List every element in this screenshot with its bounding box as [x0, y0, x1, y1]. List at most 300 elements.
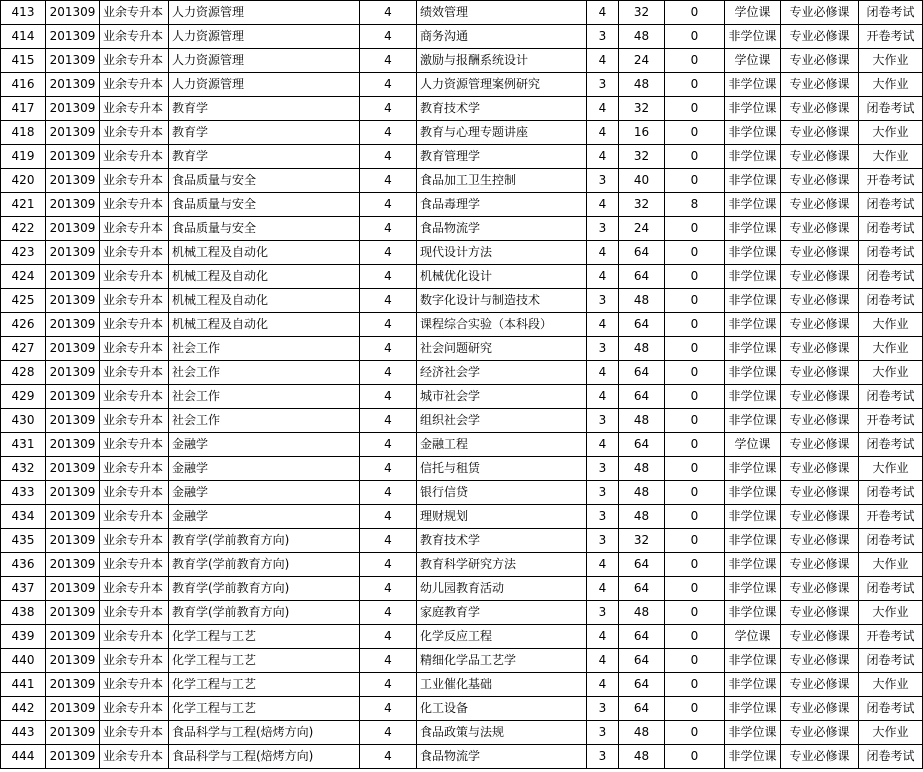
cell-term: 201309	[46, 97, 100, 121]
cell-duration: 4	[360, 217, 417, 241]
cell-term: 201309	[46, 433, 100, 457]
cell-row-number: 415	[1, 49, 46, 73]
cell-course-category: 专业必修课	[781, 505, 859, 529]
cell-course-category: 专业必修课	[781, 121, 859, 145]
cell-lab-hours: 0	[665, 241, 725, 265]
cell-term: 201309	[46, 25, 100, 49]
cell-degree-type: 非学位课	[725, 337, 781, 361]
cell-major: 人力资源管理	[169, 1, 360, 25]
table-row	[1, 1, 923, 25]
table-row	[1, 745, 923, 769]
cell-credit: 3	[587, 25, 619, 49]
cell-study-level: 业余专升本	[100, 721, 169, 745]
cell-credit: 3	[587, 289, 619, 313]
cell-study-level: 业余专升本	[100, 241, 169, 265]
cell-term: 201309	[46, 649, 100, 673]
cell-exam-type: 大作业	[859, 553, 923, 577]
cell-study-level: 业余专升本	[100, 433, 169, 457]
cell-hours: 48	[619, 73, 665, 97]
cell-course-category: 专业必修课	[781, 241, 859, 265]
cell-major: 教育学(学前教育方向)	[169, 529, 360, 553]
cell-degree-type: 非学位课	[725, 481, 781, 505]
table-row	[1, 481, 923, 505]
cell-row-number: 419	[1, 145, 46, 169]
cell-course-category: 专业必修课	[781, 49, 859, 73]
table-row	[1, 169, 923, 193]
cell-exam-type: 闭卷考试	[859, 529, 923, 553]
cell-study-level: 业余专升本	[100, 97, 169, 121]
cell-credit: 4	[587, 625, 619, 649]
cell-row-number: 413	[1, 1, 46, 25]
cell-course-name: 食品加工卫生控制	[417, 169, 587, 193]
cell-term: 201309	[46, 457, 100, 481]
cell-lab-hours: 0	[665, 337, 725, 361]
cell-duration: 4	[360, 337, 417, 361]
cell-major: 社会工作	[169, 337, 360, 361]
cell-lab-hours: 0	[665, 433, 725, 457]
cell-course-name: 化工设备	[417, 697, 587, 721]
cell-credit: 3	[587, 169, 619, 193]
cell-course-name: 经济社会学	[417, 361, 587, 385]
cell-term: 201309	[46, 601, 100, 625]
cell-study-level: 业余专升本	[100, 25, 169, 49]
cell-term: 201309	[46, 625, 100, 649]
cell-exam-type: 大作业	[859, 145, 923, 169]
cell-degree-type: 非学位课	[725, 697, 781, 721]
cell-exam-type: 开卷考试	[859, 505, 923, 529]
cell-hours: 48	[619, 745, 665, 769]
cell-credit: 4	[587, 241, 619, 265]
cell-hours: 48	[619, 25, 665, 49]
cell-exam-type: 大作业	[859, 361, 923, 385]
cell-hours: 64	[619, 241, 665, 265]
cell-credit: 4	[587, 121, 619, 145]
cell-study-level: 业余专升本	[100, 193, 169, 217]
cell-credit: 3	[587, 481, 619, 505]
cell-degree-type: 非学位课	[725, 169, 781, 193]
table-row	[1, 25, 923, 49]
cell-course-category: 专业必修课	[781, 217, 859, 241]
cell-study-level: 业余专升本	[100, 49, 169, 73]
cell-major: 机械工程及自动化	[169, 241, 360, 265]
cell-hours: 64	[619, 577, 665, 601]
cell-exam-type: 大作业	[859, 49, 923, 73]
cell-course-name: 社会问题研究	[417, 337, 587, 361]
cell-study-level: 业余专升本	[100, 337, 169, 361]
cell-exam-type: 闭卷考试	[859, 745, 923, 769]
cell-degree-type: 非学位课	[725, 97, 781, 121]
cell-exam-type: 闭卷考试	[859, 1, 923, 25]
cell-exam-type: 闭卷考试	[859, 433, 923, 457]
cell-study-level: 业余专升本	[100, 409, 169, 433]
cell-credit: 4	[587, 577, 619, 601]
cell-credit: 4	[587, 265, 619, 289]
cell-duration: 4	[360, 145, 417, 169]
cell-course-name: 组织社会学	[417, 409, 587, 433]
cell-term: 201309	[46, 217, 100, 241]
cell-degree-type: 非学位课	[725, 601, 781, 625]
cell-credit: 4	[587, 553, 619, 577]
cell-exam-type: 大作业	[859, 121, 923, 145]
cell-duration: 4	[360, 241, 417, 265]
cell-row-number: 438	[1, 601, 46, 625]
cell-major: 机械工程及自动化	[169, 289, 360, 313]
cell-credit: 3	[587, 697, 619, 721]
cell-row-number: 437	[1, 577, 46, 601]
cell-course-category: 专业必修课	[781, 553, 859, 577]
cell-major: 社会工作	[169, 385, 360, 409]
cell-hours: 64	[619, 673, 665, 697]
cell-hours: 64	[619, 625, 665, 649]
cell-course-category: 专业必修课	[781, 169, 859, 193]
cell-row-number: 417	[1, 97, 46, 121]
table-row	[1, 97, 923, 121]
cell-course-name: 家庭教育学	[417, 601, 587, 625]
cell-lab-hours: 0	[665, 649, 725, 673]
cell-course-category: 专业必修课	[781, 697, 859, 721]
cell-lab-hours: 0	[665, 721, 725, 745]
cell-credit: 4	[587, 385, 619, 409]
table-row	[1, 673, 923, 697]
cell-exam-type: 大作业	[859, 313, 923, 337]
cell-course-name: 教育管理学	[417, 145, 587, 169]
cell-row-number: 424	[1, 265, 46, 289]
cell-credit: 3	[587, 505, 619, 529]
cell-credit: 3	[587, 721, 619, 745]
cell-study-level: 业余专升本	[100, 73, 169, 97]
cell-lab-hours: 0	[665, 601, 725, 625]
table-row	[1, 697, 923, 721]
cell-duration: 4	[360, 697, 417, 721]
cell-major: 人力资源管理	[169, 25, 360, 49]
table-row	[1, 649, 923, 673]
cell-lab-hours: 0	[665, 121, 725, 145]
cell-duration: 4	[360, 385, 417, 409]
cell-row-number: 436	[1, 553, 46, 577]
cell-major: 人力资源管理	[169, 49, 360, 73]
cell-duration: 4	[360, 409, 417, 433]
cell-degree-type: 非学位课	[725, 577, 781, 601]
cell-exam-type: 大作业	[859, 721, 923, 745]
cell-course-category: 专业必修课	[781, 673, 859, 697]
cell-hours: 48	[619, 337, 665, 361]
cell-study-level: 业余专升本	[100, 505, 169, 529]
cell-hours: 16	[619, 121, 665, 145]
cell-exam-type: 闭卷考试	[859, 577, 923, 601]
cell-row-number: 429	[1, 385, 46, 409]
cell-exam-type: 大作业	[859, 673, 923, 697]
cell-exam-type: 大作业	[859, 73, 923, 97]
cell-course-name: 工业催化基础	[417, 673, 587, 697]
cell-hours: 64	[619, 697, 665, 721]
table-row	[1, 289, 923, 313]
cell-degree-type: 非学位课	[725, 385, 781, 409]
cell-course-category: 专业必修课	[781, 289, 859, 313]
cell-study-level: 业余专升本	[100, 649, 169, 673]
cell-lab-hours: 0	[665, 313, 725, 337]
cell-row-number: 435	[1, 529, 46, 553]
cell-degree-type: 非学位课	[725, 673, 781, 697]
cell-duration: 4	[360, 1, 417, 25]
cell-major: 教育学(学前教育方向)	[169, 601, 360, 625]
cell-duration: 4	[360, 49, 417, 73]
cell-course-name: 人力资源管理案例研究	[417, 73, 587, 97]
cell-course-name: 课程综合实验（本科段）	[417, 313, 587, 337]
cell-degree-type: 非学位课	[725, 73, 781, 97]
cell-course-category: 专业必修课	[781, 481, 859, 505]
cell-credit: 4	[587, 193, 619, 217]
cell-credit: 3	[587, 337, 619, 361]
cell-lab-hours: 0	[665, 217, 725, 241]
cell-hours: 40	[619, 169, 665, 193]
cell-term: 201309	[46, 289, 100, 313]
cell-duration: 4	[360, 625, 417, 649]
cell-degree-type: 非学位课	[725, 217, 781, 241]
table-row	[1, 73, 923, 97]
table-row	[1, 385, 923, 409]
cell-duration: 4	[360, 553, 417, 577]
cell-lab-hours: 0	[665, 1, 725, 25]
cell-hours: 48	[619, 505, 665, 529]
cell-credit: 3	[587, 745, 619, 769]
cell-lab-hours: 0	[665, 265, 725, 289]
cell-lab-hours: 0	[665, 697, 725, 721]
cell-duration: 4	[360, 649, 417, 673]
cell-lab-hours: 0	[665, 169, 725, 193]
cell-exam-type: 闭卷考试	[859, 649, 923, 673]
cell-lab-hours: 0	[665, 505, 725, 529]
cell-lab-hours: 0	[665, 529, 725, 553]
cell-course-name: 精细化学品工艺学	[417, 649, 587, 673]
cell-hours: 64	[619, 385, 665, 409]
cell-term: 201309	[46, 337, 100, 361]
cell-term: 201309	[46, 121, 100, 145]
table-row	[1, 625, 923, 649]
cell-credit: 4	[587, 97, 619, 121]
cell-study-level: 业余专升本	[100, 121, 169, 145]
cell-study-level: 业余专升本	[100, 361, 169, 385]
cell-duration: 4	[360, 673, 417, 697]
cell-row-number: 444	[1, 745, 46, 769]
cell-lab-hours: 0	[665, 409, 725, 433]
cell-course-name: 商务沟通	[417, 25, 587, 49]
cell-study-level: 业余专升本	[100, 313, 169, 337]
cell-credit: 4	[587, 649, 619, 673]
cell-exam-type: 闭卷考试	[859, 193, 923, 217]
table-row	[1, 409, 923, 433]
cell-lab-hours: 0	[665, 673, 725, 697]
cell-lab-hours: 8	[665, 193, 725, 217]
cell-major: 金融学	[169, 505, 360, 529]
cell-term: 201309	[46, 145, 100, 169]
cell-major: 机械工程及自动化	[169, 265, 360, 289]
cell-duration: 4	[360, 121, 417, 145]
cell-course-category: 专业必修课	[781, 193, 859, 217]
cell-degree-type: 非学位课	[725, 409, 781, 433]
cell-degree-type: 非学位课	[725, 721, 781, 745]
cell-exam-type: 大作业	[859, 457, 923, 481]
cell-degree-type: 非学位课	[725, 313, 781, 337]
cell-exam-type: 开卷考试	[859, 25, 923, 49]
cell-major: 金融学	[169, 433, 360, 457]
cell-lab-hours: 0	[665, 577, 725, 601]
cell-course-name: 化学反应工程	[417, 625, 587, 649]
cell-study-level: 业余专升本	[100, 289, 169, 313]
cell-term: 201309	[46, 49, 100, 73]
cell-duration: 4	[360, 457, 417, 481]
cell-term: 201309	[46, 313, 100, 337]
cell-lab-hours: 0	[665, 481, 725, 505]
cell-hours: 48	[619, 721, 665, 745]
cell-duration: 4	[360, 577, 417, 601]
table-row	[1, 193, 923, 217]
cell-study-level: 业余专升本	[100, 529, 169, 553]
cell-degree-type: 非学位课	[725, 457, 781, 481]
cell-course-category: 专业必修课	[781, 385, 859, 409]
cell-course-name: 金融工程	[417, 433, 587, 457]
table-row	[1, 145, 923, 169]
cell-major: 食品质量与安全	[169, 217, 360, 241]
cell-course-category: 专业必修课	[781, 1, 859, 25]
cell-duration: 4	[360, 313, 417, 337]
cell-course-name: 数字化设计与制造技术	[417, 289, 587, 313]
cell-hours: 48	[619, 289, 665, 313]
cell-lab-hours: 0	[665, 361, 725, 385]
cell-degree-type: 非学位课	[725, 289, 781, 313]
table-row	[1, 361, 923, 385]
cell-study-level: 业余专升本	[100, 577, 169, 601]
cell-study-level: 业余专升本	[100, 1, 169, 25]
cell-course-name: 教育与心理专题讲座	[417, 121, 587, 145]
cell-term: 201309	[46, 1, 100, 25]
cell-course-name: 食品物流学	[417, 745, 587, 769]
cell-row-number: 431	[1, 433, 46, 457]
cell-credit: 4	[587, 145, 619, 169]
cell-degree-type: 非学位课	[725, 145, 781, 169]
cell-study-level: 业余专升本	[100, 385, 169, 409]
cell-lab-hours: 0	[665, 73, 725, 97]
cell-major: 食品科学与工程(焙烤方向)	[169, 721, 360, 745]
cell-term: 201309	[46, 505, 100, 529]
cell-term: 201309	[46, 385, 100, 409]
cell-hours: 24	[619, 217, 665, 241]
cell-course-category: 专业必修课	[781, 457, 859, 481]
cell-credit: 4	[587, 361, 619, 385]
cell-major: 社会工作	[169, 409, 360, 433]
table-row	[1, 217, 923, 241]
cell-course-category: 专业必修课	[781, 721, 859, 745]
cell-degree-type: 非学位课	[725, 193, 781, 217]
cell-course-category: 专业必修课	[781, 145, 859, 169]
cell-hours: 32	[619, 529, 665, 553]
cell-credit: 3	[587, 73, 619, 97]
cell-hours: 48	[619, 409, 665, 433]
cell-row-number: 439	[1, 625, 46, 649]
cell-row-number: 427	[1, 337, 46, 361]
cell-degree-type: 非学位课	[725, 25, 781, 49]
cell-row-number: 414	[1, 25, 46, 49]
cell-term: 201309	[46, 169, 100, 193]
cell-lab-hours: 0	[665, 745, 725, 769]
cell-course-name: 幼儿园教育活动	[417, 577, 587, 601]
cell-row-number: 426	[1, 313, 46, 337]
cell-exam-type: 闭卷考试	[859, 97, 923, 121]
cell-credit: 3	[587, 601, 619, 625]
cell-major: 化学工程与工艺	[169, 673, 360, 697]
cell-exam-type: 闭卷考试	[859, 289, 923, 313]
cell-row-number: 422	[1, 217, 46, 241]
cell-lab-hours: 0	[665, 97, 725, 121]
table-row	[1, 121, 923, 145]
cell-degree-type: 非学位课	[725, 265, 781, 289]
cell-exam-type: 大作业	[859, 601, 923, 625]
cell-term: 201309	[46, 745, 100, 769]
cell-study-level: 业余专升本	[100, 217, 169, 241]
cell-course-category: 专业必修课	[781, 409, 859, 433]
cell-credit: 4	[587, 673, 619, 697]
cell-course-name: 城市社会学	[417, 385, 587, 409]
cell-major: 金融学	[169, 481, 360, 505]
cell-term: 201309	[46, 409, 100, 433]
cell-duration: 4	[360, 289, 417, 313]
cell-study-level: 业余专升本	[100, 745, 169, 769]
cell-study-level: 业余专升本	[100, 553, 169, 577]
cell-course-category: 专业必修课	[781, 649, 859, 673]
cell-exam-type: 开卷考试	[859, 409, 923, 433]
cell-credit: 4	[587, 1, 619, 25]
cell-course-name: 理财规划	[417, 505, 587, 529]
cell-exam-type: 闭卷考试	[859, 481, 923, 505]
table-row	[1, 49, 923, 73]
cell-row-number: 430	[1, 409, 46, 433]
cell-hours: 64	[619, 313, 665, 337]
cell-degree-type: 非学位课	[725, 529, 781, 553]
cell-credit: 3	[587, 529, 619, 553]
cell-lab-hours: 0	[665, 49, 725, 73]
cell-term: 201309	[46, 721, 100, 745]
cell-course-name: 食品物流学	[417, 217, 587, 241]
cell-duration: 4	[360, 721, 417, 745]
cell-lab-hours: 0	[665, 25, 725, 49]
cell-duration: 4	[360, 97, 417, 121]
cell-exam-type: 闭卷考试	[859, 385, 923, 409]
cell-study-level: 业余专升本	[100, 673, 169, 697]
cell-credit: 4	[587, 433, 619, 457]
cell-major: 食品科学与工程(焙烤方向)	[169, 745, 360, 769]
cell-course-category: 专业必修课	[781, 361, 859, 385]
cell-row-number: 421	[1, 193, 46, 217]
cell-major: 教育学(学前教育方向)	[169, 577, 360, 601]
cell-study-level: 业余专升本	[100, 697, 169, 721]
cell-duration: 4	[360, 265, 417, 289]
table-row	[1, 601, 923, 625]
cell-row-number: 433	[1, 481, 46, 505]
cell-major: 化学工程与工艺	[169, 649, 360, 673]
cell-exam-type: 开卷考试	[859, 169, 923, 193]
table-row	[1, 337, 923, 361]
cell-exam-type: 大作业	[859, 337, 923, 361]
cell-term: 201309	[46, 265, 100, 289]
cell-degree-type: 学位课	[725, 1, 781, 25]
cell-course-name: 教育科学研究方法	[417, 553, 587, 577]
cell-hours: 24	[619, 49, 665, 73]
cell-exam-type: 闭卷考试	[859, 217, 923, 241]
cell-hours: 64	[619, 433, 665, 457]
cell-hours: 48	[619, 457, 665, 481]
cell-degree-type: 学位课	[725, 49, 781, 73]
cell-row-number: 441	[1, 673, 46, 697]
cell-degree-type: 非学位课	[725, 361, 781, 385]
